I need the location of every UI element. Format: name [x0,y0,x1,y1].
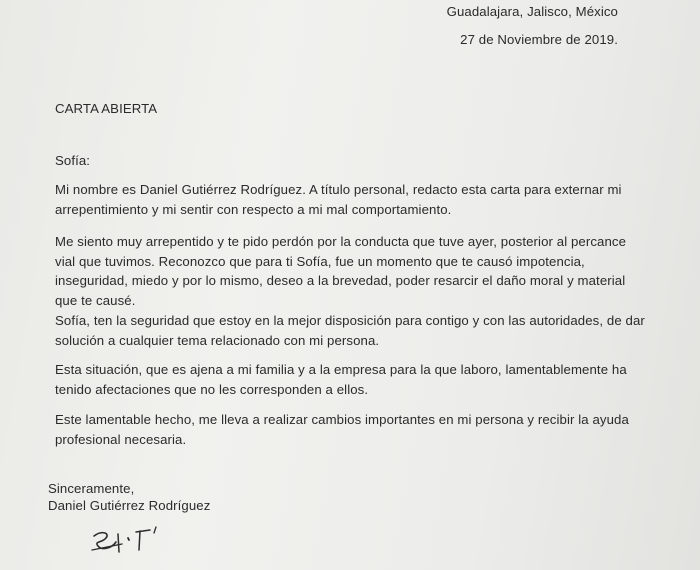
letter-closing: Sinceramente, [48,481,135,496]
letter-paragraph-1: Mi nombre es Daniel Gutiérrez Rodríguez. A título personal, redacto esta carta para externar mi arrepentimiento y mi sentir con respecto a mi mal comportamiento. [55,182,622,217]
letter-paragraph-5: Este lamentable hecho, me lleva a realizar cambios importantes en mi persona y recibir la ayuda profesional necesaria. [55,412,629,447]
signer-name: Daniel Gutiérrez Rodríguez [48,498,211,513]
letter-paragraph-3: Sofía, ten la seguridad que estoy en la mejor disposición para contigo y con las autoridades, de dar solución a cualquier tema relacionado con mi persona. [55,313,645,348]
letter-heading: CARTA ABIERTA [55,101,158,116]
letter-date: 27 de Noviembre de 2019. [460,32,618,47]
letter-place: Guadalajara, Jalisco, México [446,4,618,19]
handwritten-signature [88,524,168,560]
letter-paragraph-4: Esta situación, que es ajena a mi familia y a la empresa para la que laboro, lamentablemente ha tenido afectaciones que no les corresponden a ellos. [55,362,627,397]
letter-salutation: Sofía: [55,153,91,168]
letter-paragraph-2: Me siento muy arrepentido y te pido perdón por la conducta que tuve ayer, posterior al percance vial que tuvimos. Reconozco que para ti Sofía, fue un momento que te causó impotencia, inseguridad, miedo y por lo mismo, deseo a la brevedad, poder resarcir el daño moral y material que te causé. [55,234,627,308]
